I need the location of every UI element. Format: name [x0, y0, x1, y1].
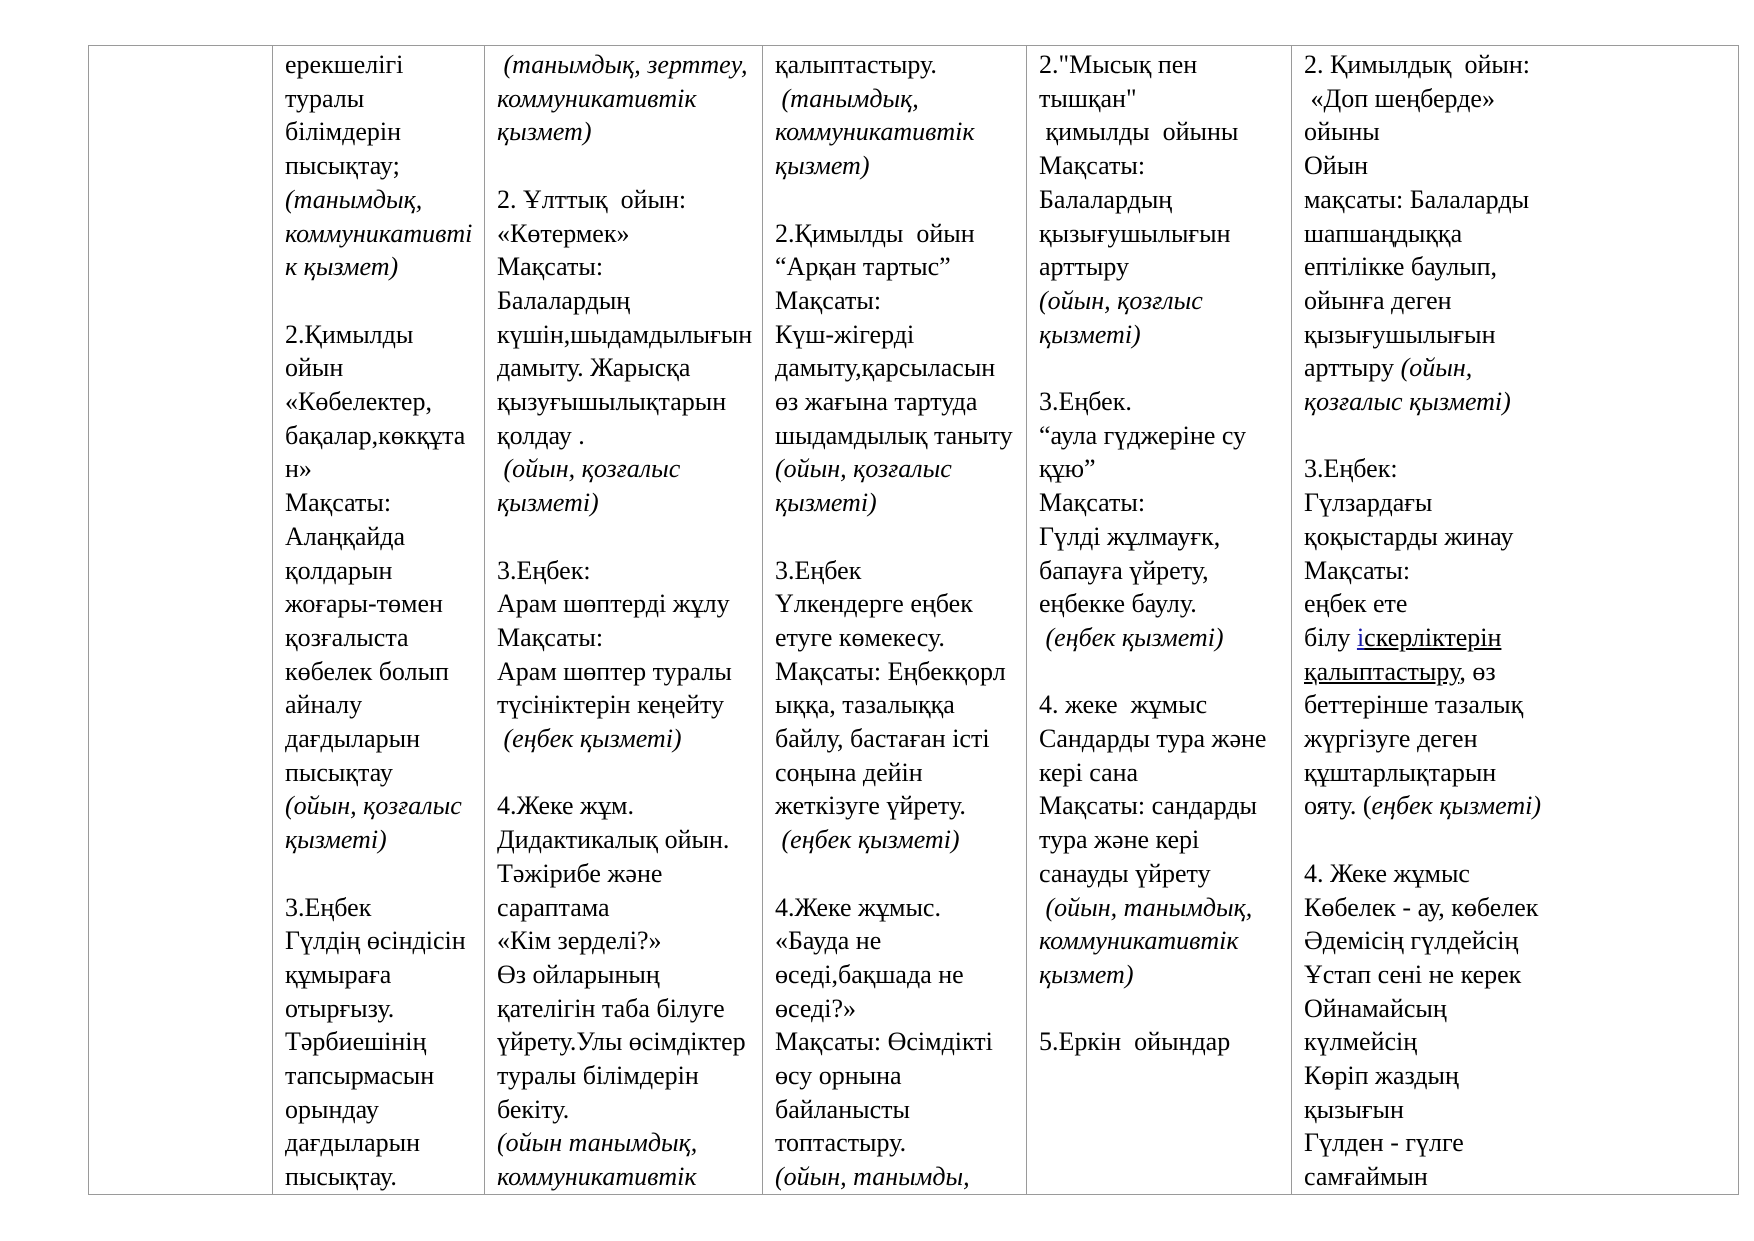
- text-line: дағдыларын: [285, 724, 421, 754]
- text-line: Мақсаты:: [497, 252, 604, 282]
- text-line: (ойын, қозғалыс: [497, 454, 681, 484]
- italic-text: (ойын,: [1400, 353, 1473, 383]
- text-line: [775, 183, 1021, 217]
- text-line: [1304, 655, 1733, 689]
- text-line: Дидактикалық ойын.: [497, 825, 730, 855]
- text-line: Күш-жігерді: [775, 319, 915, 349]
- text-line: [775, 857, 1021, 891]
- column-cell-1: [273, 46, 485, 1195]
- text-line: арттыру: [1039, 252, 1130, 282]
- text-line: ептілікке баулып,: [1304, 252, 1498, 282]
- text-line: беттерінше тазалық: [1304, 690, 1524, 720]
- text-line: Гүлдің өсіндісін: [285, 926, 466, 956]
- text-line: байланысты: [775, 1094, 910, 1124]
- text-line: бапауға үйрету,: [1039, 555, 1209, 585]
- text-line: 4. жеке жұмыс: [1039, 690, 1208, 720]
- text-line: [497, 149, 757, 183]
- col5-mid2: [1304, 688, 1733, 789]
- text-line: 4. Жеке жұмыс: [1304, 858, 1470, 888]
- text-line: [775, 520, 1021, 554]
- text-line: етуге көмекесу.: [775, 622, 945, 652]
- text-line: 2. Ұлттық ойын:: [497, 184, 687, 214]
- text-line: көбелек болып: [285, 656, 449, 686]
- text-line: айналу: [285, 690, 363, 720]
- text-line: қызметі): [775, 488, 877, 518]
- text-line: [1304, 823, 1733, 857]
- text-line: [1304, 789, 1733, 823]
- text-line: байлу, бастаған істі: [775, 724, 990, 754]
- text-line: құю”: [1039, 454, 1096, 484]
- text-line: бақалар,көкқұта: [285, 420, 466, 450]
- text-line: Балалардың: [497, 285, 631, 315]
- text-line: шыдамдылық таныту: [775, 420, 1013, 450]
- text-line: еңбекке баулу.: [1039, 589, 1197, 619]
- text-line: өз жағына тартуда: [775, 387, 978, 417]
- text-line: коммуникативтік: [1039, 926, 1239, 956]
- text-line: [1304, 419, 1733, 453]
- text-line: топтастыру.: [775, 1128, 907, 1158]
- text-line: [1304, 621, 1733, 655]
- text-line: дағдыларын: [285, 1128, 421, 1158]
- text-line: қолдау .: [497, 420, 585, 450]
- text-line: Балалардың: [1039, 184, 1173, 214]
- column-cell-2: [485, 46, 763, 1195]
- text-line: Өз ойларының: [497, 959, 660, 989]
- text-line: соңына дейін: [775, 757, 923, 787]
- text-line: (танымдық,: [285, 184, 423, 214]
- text-line: ойынға деген: [1304, 285, 1452, 315]
- text-line: еңбек ете: [1304, 589, 1408, 619]
- hyperlink-letter[interactable]: і: [1356, 622, 1365, 652]
- text-line: отырғызу.: [285, 993, 395, 1023]
- col5-top: [1304, 48, 1733, 351]
- text-line: қызығын: [1304, 1094, 1404, 1124]
- text-line: коммуникативті: [285, 218, 473, 248]
- text-line: ойыны: [1304, 117, 1380, 147]
- text-line: кері сана: [1039, 757, 1139, 787]
- text-line: шапшаңдыққа: [1304, 218, 1463, 248]
- text-line: “Арқан тартыс”: [775, 252, 951, 282]
- text-line: Гүлден - гүлге: [1304, 1128, 1464, 1158]
- text-line: пысықтау: [285, 757, 393, 787]
- text-line: 2.Қимылды ойын: [775, 218, 975, 248]
- text-line: тура және кері: [1039, 825, 1200, 855]
- text-line: [1304, 351, 1733, 385]
- text-line: «Доп шеңберде»: [1304, 83, 1495, 113]
- text-line: н»: [285, 454, 312, 484]
- text-line: тапсырмасын: [285, 1061, 435, 1091]
- text-line: [1039, 655, 1286, 689]
- italic-text: еңбек қызметі): [1371, 791, 1541, 821]
- text-line: 4.Жеке жұм.: [497, 791, 634, 821]
- text-line: Мақсаты: сандарды: [1039, 791, 1258, 821]
- text-line: Мақсаты:: [1304, 555, 1411, 585]
- text-line: коммуникативтік: [775, 117, 975, 147]
- text-line: 5.Еркін ойындар: [1039, 1027, 1231, 1057]
- text-line: Мақсаты:: [497, 622, 604, 652]
- text-line: ыққа, тазалыққа: [775, 690, 955, 720]
- text-line: қозғалыс қызметі): [1304, 387, 1511, 417]
- table-row: [89, 46, 1739, 1195]
- text-line: сараптама: [497, 892, 610, 922]
- text-line: Мақсаты:: [1039, 151, 1146, 181]
- text-line: 3.Еңбек: [285, 892, 372, 922]
- text-line: (еңбек қызметі): [775, 825, 960, 855]
- text-line: қызуғышылықтарын: [497, 387, 727, 417]
- text-line: Алаңқайда: [285, 521, 406, 551]
- text-line: ерекшелігі: [285, 50, 404, 79]
- text-line: 3.Еңбек:: [1304, 454, 1398, 484]
- text-line: [1039, 351, 1286, 385]
- text-line: жеткізуге үйрету.: [775, 791, 966, 821]
- text-line: коммуникативтік: [497, 1162, 697, 1192]
- underlined-text: скерліктерін: [1364, 622, 1502, 652]
- text-line: күлмейсің: [1304, 1027, 1418, 1057]
- text-line: дамыту. Жарысқа: [497, 353, 691, 383]
- text-line: [497, 756, 757, 790]
- text-line: Арам шөптер туралы: [497, 656, 732, 686]
- text-line: қызмет): [497, 117, 592, 147]
- col5-bottom: [1304, 823, 1733, 1194]
- text-line: Тәрбиешінің: [285, 1027, 427, 1057]
- text-line: құмыраға: [285, 959, 392, 989]
- text-line: Көріп жаздың: [1304, 1061, 1459, 1091]
- text-line: к қызмет): [285, 252, 399, 282]
- text-line: “аула гүджеріне су: [1039, 420, 1247, 450]
- text-line: орындау: [285, 1094, 379, 1124]
- column-cell-4: [1027, 46, 1292, 1195]
- column-cell-5: [1292, 46, 1739, 1195]
- text-line: қызметі): [497, 488, 599, 518]
- text-line: (еңбек қызметі): [1039, 622, 1224, 652]
- text-line: Мақсаты: Еңбекқорл: [775, 656, 1006, 686]
- text-line: тышқан": [1039, 83, 1137, 113]
- plan-table: [88, 45, 1739, 1195]
- text-line: пысықтау.: [285, 1162, 397, 1192]
- text-line: жоғары-төмен: [285, 589, 443, 619]
- text-line: 2."Мысық пен: [1039, 50, 1198, 79]
- text-span: ояту. (: [1304, 791, 1372, 821]
- text-line: қызмет): [1039, 959, 1134, 989]
- text-line: «Көтермек»: [497, 218, 630, 248]
- text-span: арттыру: [1304, 353, 1401, 383]
- text-line: Арам шөптерді жұлу: [497, 589, 730, 619]
- text-span: , өз: [1459, 656, 1496, 686]
- text-line: қызмет): [775, 151, 870, 181]
- text-line: Сандарды тура және: [1039, 724, 1267, 754]
- text-line: Ұстап сені не керек: [1304, 959, 1522, 989]
- text-line: [1039, 992, 1286, 1026]
- text-line: (ойын танымдық,: [497, 1128, 698, 1158]
- text-line: Ойнамайсың: [1304, 993, 1447, 1023]
- text-line: [497, 520, 757, 554]
- text-line: қоқыстарды жинау: [1304, 521, 1514, 551]
- text-line: Үлкендерге еңбек: [775, 589, 973, 619]
- text-span: білу: [1304, 622, 1357, 652]
- text-line: қозғалыста: [285, 622, 409, 652]
- text-line: (ойын, танымды,: [775, 1162, 970, 1192]
- text-line: самғаймын: [1304, 1162, 1428, 1192]
- text-line: Мақсаты:: [285, 488, 392, 518]
- text-line: Тәжірибе және: [497, 858, 663, 888]
- text-line: «Көбелектер,: [285, 387, 432, 417]
- text-line: өседі,бақшада не: [775, 959, 964, 989]
- text-line: Мақсаты:: [1039, 488, 1146, 518]
- text-line: Ойын: [1304, 151, 1369, 181]
- text-line: білімдерін: [285, 117, 402, 147]
- text-line: 2.Қимылды: [285, 319, 414, 349]
- text-line: ойын: [285, 353, 344, 383]
- text-line: жүргізуге деген: [1304, 724, 1478, 754]
- text-line: коммуникативтік: [497, 83, 697, 113]
- text-line: (ойын, қозғалыс: [285, 791, 462, 821]
- text-line: қызығушылығын: [1039, 218, 1231, 248]
- text-line: Мақсаты: Өсімдікті: [775, 1027, 993, 1057]
- underlined-text: қалыптастыру: [1304, 656, 1460, 686]
- text-line: [285, 284, 479, 318]
- text-line: бекіту.: [497, 1094, 570, 1124]
- text-line: Әдемісің гүлдейсің: [1304, 926, 1519, 956]
- text-line: үйрету.Улы өсімдіктер: [497, 1027, 746, 1057]
- text-line: қызметі): [285, 825, 387, 855]
- text-line: (еңбек қызметі): [497, 724, 682, 754]
- text-line: туралы: [285, 83, 365, 113]
- text-line: өсу орнына: [775, 1061, 902, 1091]
- text-line: Мақсаты:: [775, 285, 882, 315]
- text-line: (танымдық, зерттеу,: [497, 50, 748, 79]
- text-line: пысықтау;: [285, 151, 400, 181]
- text-line: Гүлді жұлмауғк,: [1039, 521, 1221, 551]
- text-line: 2. Қимылдық ойын:: [1304, 50, 1531, 79]
- text-line: (ойын, қозғалыс: [775, 454, 952, 484]
- text-line: қызметі): [1039, 319, 1141, 349]
- text-line: қимылды ойыны: [1039, 117, 1239, 147]
- text-line: дамыту,қарсыласын: [775, 353, 996, 383]
- text-line: Гүлзардағы: [1304, 488, 1433, 518]
- text-line: қызығушылығын: [1304, 319, 1496, 349]
- text-line: (ойын, танымдық,: [1039, 892, 1253, 922]
- text-line: 3.Еңбек.: [1039, 387, 1132, 417]
- col5-mid: [1304, 385, 1733, 621]
- text-line: [285, 857, 479, 891]
- text-line: санауды үйрету: [1039, 858, 1211, 888]
- text-line: құштарлықтарын: [1304, 757, 1497, 787]
- text-line: 4.Жеке жұмыс.: [775, 892, 941, 922]
- text-line: қалыптастыру.: [775, 50, 937, 79]
- text-line: қолдарын: [285, 555, 393, 585]
- text-line: туралы білімдерін: [497, 1061, 699, 1091]
- text-line: қателігін таба білуге: [497, 993, 725, 1023]
- text-line: 3.Еңбек: [775, 555, 862, 585]
- text-line: «Бауда не: [775, 926, 882, 956]
- text-line: түсініктерін кеңейту: [497, 690, 725, 720]
- text-line: (танымдық,: [775, 83, 919, 113]
- column-cell-3: [763, 46, 1027, 1195]
- text-line: өседі?»: [775, 993, 857, 1023]
- text-line: мақсаты: Балаларды: [1304, 184, 1530, 214]
- text-line: Көбелек - ау, көбелек: [1304, 892, 1539, 922]
- text-line: күшін,шыдамдылығын: [497, 319, 753, 349]
- text-line: (ойын, қозғлыс: [1039, 285, 1203, 315]
- text-line: 3.Еңбек:: [497, 555, 591, 585]
- text-line: «Кім зерделі?»: [497, 926, 662, 956]
- empty-cell: [89, 46, 273, 1195]
